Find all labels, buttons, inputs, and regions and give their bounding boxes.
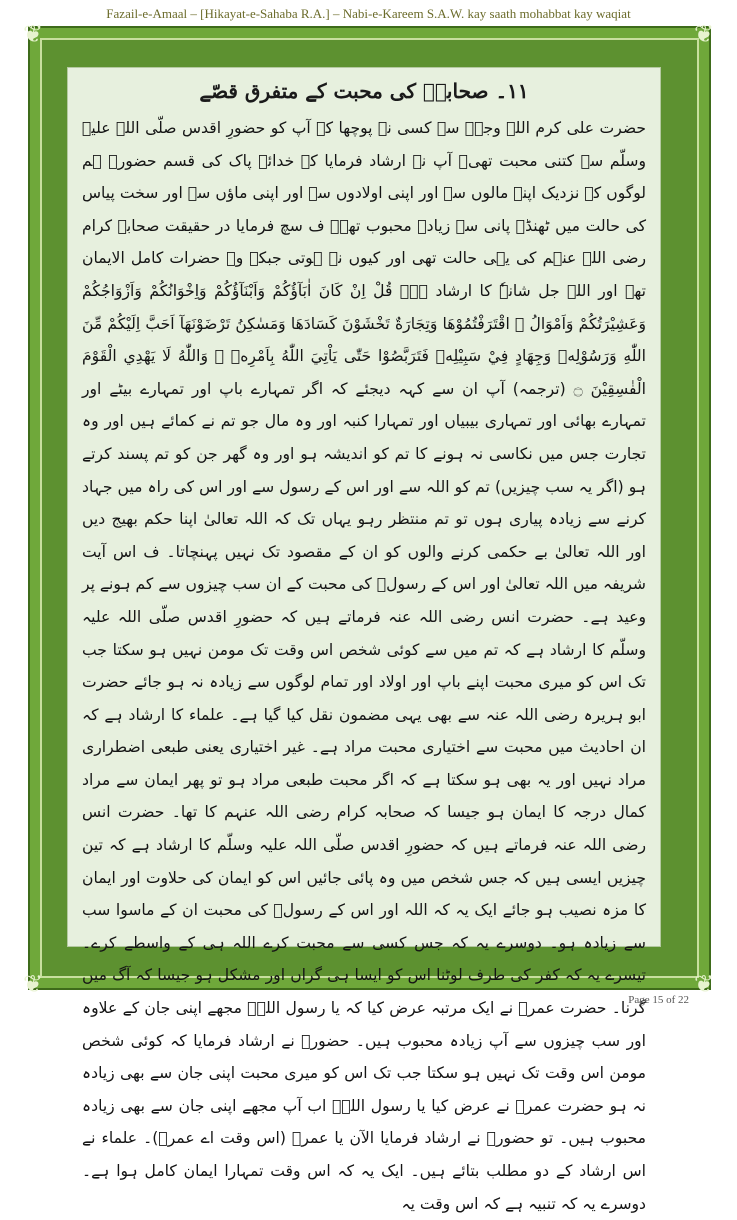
corner-ornament-icon: ❦ — [693, 22, 715, 48]
corner-ornament-icon: ❦ — [22, 22, 44, 48]
page-number: Page 15 of 22 — [628, 994, 689, 1006]
corner-ornament-icon: ❦ — [22, 972, 44, 998]
article-body: حضرت علی کرم اللہ وجہہ سے کسی نے پوچھا کہ آپ کو حضورِ اقدس صلّی اللہ علیہ وسلّم سے کتنی محبت تھی۔ آپ نے ارشاد فرمایا کہ خدائے پاک کی قسم حضورؐ ہم لوگوں کے نزدیک اپنے مالوں سے اور اپنی اولادوں سے اور اپنی ماؤں سے اور سخت پیاس کی حالت میں ٹھنڈے پانی سے زیادہ محبوب تھے۔ ف سچ فرمایا در حقیقت صحابہ کرام رضی اللہ عنہم کی یہی حالت تھی اور کیوں نہ ہوتی جبکہ وہ حضرات کامل الایمان تھے اور اللہ جل شانہٗ کا ارشاد ہے۔ قُلْ اِنْ كَانَ اٰبَآؤُكُمْ وَاَبْنَآؤُكُمْ وَاِخْوَانُكُمْ وَاَزْوَاجُكُمْ وَعَشِيْرَتُكُمْ وَاَمْوَالُ ۨ اقْتَرَفْتُمُوْهَا وَتِجَارَةٌ تَخْشَوْنَ كَسَادَهَا وَمَسٰكِنُ تَرْضَوْنَهَآ اَحَبَّ اِلَيْكُمْ مِّنَ اللّٰهِ وَرَسُوْلِهٖ وَجِهَادٍ فِيْ سَبِيْلِهٖ فَتَرَبَّصُوْا حَتّٰى يَاْتِيَ اللّٰهُ بِاَمْرِهٖ ۭ وَاللّٰهُ لَا يَهْدِي الْقَوْمَ الْفٰسِقِيْنَ ۝ (ترجمہ) آپ ان سے کہہ دیجئے کہ اگر تمہارے باپ اور تمہارے بیٹے اور تمہارے بھائی اور تمہاری بیبیاں اور تمہارا کنبہ اور وہ مال جو تم نے کمائے ہیں اور وہ تجارت جس میں نکاسی نہ ہونے کا تم کو اندیشہ ہو اور وہ گھر جن کو تم پسند کرتے ہو (اگر یہ سب چیزیں) تم کو اللہ سے اور اس کے رسول سے اور اس کی راہ میں جہاد کرنے سے زیادہ پیاری ہوں تو تم منتظر رہو یہاں تک کہ اللہ تعالیٰ اپنا حکم بھیج دیں اور اللہ تعالیٰ بے حکمی کرنے والوں کو ان کے مقصود تک نہیں پہنچاتا۔ ف اس آیت شریفہ میں اللہ تعالیٰ اور اس کے رسولؐ کی محبت کے ان سب چیزوں سے کم ہونے پر وعید ہے۔ حضرت انس رضی اللہ عنہ فرماتے ہیں کہ حضورِ اقدس صلّی اللہ علیہ وسلّم کا ارشاد ہے کہ تم میں سے کوئی شخص اس وقت تک مومن نہیں ہو سکتا جب تک اس کو میری محبت اپنے باپ اور اولاد اور تمام لوگوں سے زیادہ نہ ہو جائے حضرت ابو ہریرہ رضی اللہ عنہ سے بھی یہی مضمون نقل کیا گیا ہے۔ علماء کا ارشاد ہے کہ ان احادیث میں محبت سے اختیاری محبت مراد ہے۔ غیر اختیاری یعنی طبعی اضطراری مراد نہیں اور یہ بھی ہو سکتا ہے کہ اگر محبت طبعی مراد ہو تو پھر ایمان سے مراد کمال درجہ کا ایمان ہو جیسا کہ صحابہ کرام رضی اللہ عنہم کا تھا۔ حضرت انس رضی اللہ عنہ فرماتے ہیں کہ حضورِ اقدس صلّی اللہ علیہ وسلّم کا ارشاد ہے کہ تین چیزیں ایسی ہیں کہ جس شخص میں وہ پائی جائیں اس کو ایمان کی حلاوت اور ایمان کا مزہ نصیب ہو جائے ایک یہ کہ اللہ اور اس کے رسولؐ کی محبت ان کے ماسوا سب سے زیادہ ہو۔ دوسرے یہ کہ جس کسی سے محبت کرے اللہ ہی کے واسطے کرے۔ تیسرے یہ کہ کفر کی طرف لوٹنا اس کو ایسا ہی گراں اور مشکل ہو جیسا کہ آگ میں گرنا۔ حضرت عمرؓ نے ایک مرتبہ عرض کیا کہ یا رسول اللہؐ مجھے اپنی جان کے علاوہ اور سب چیزوں سے آپ زیادہ محبوب ہیں۔ حضورؐ نے ارشاد فرمایا کہ کوئی شخص مومن اس وقت تک نہیں ہو سکتا جب تک اس کو میری محبت اپنی جان سے بھی زیادہ نہ ہو حضرت عمرؓ نے عرض کیا یا رسول اللہؐ اب آپ مجھے اپنی جان سے بھی زیادہ محبوب ہیں۔ تو حضورؐ نے ارشاد فرمایا الآن یا عمرؓ (اس وقت اے عمرؓ)۔ علماء نے اس ارشاد کے دو مطلب بتائے ہیں۔ ایک یہ کہ اس وقت تمہارا ایمان کامل ہوا ہے۔ دوسرے یہ کہ تنبیہ ہے کہ اس وقت یہ — [82, 119, 646, 1213]
article-title: ۱۱۔ صحابہؓ کی محبت کے متفرق قصّے — [199, 79, 529, 103]
corner-ornament-icon: ❦ — [693, 972, 715, 998]
running-header: Fazail-e-Amaal – [Hikayat-e-Sahaba R.A.] – Nabi-e-Kareem S.A.W. kay saath mohabbat kay waqiat — [106, 6, 631, 21]
